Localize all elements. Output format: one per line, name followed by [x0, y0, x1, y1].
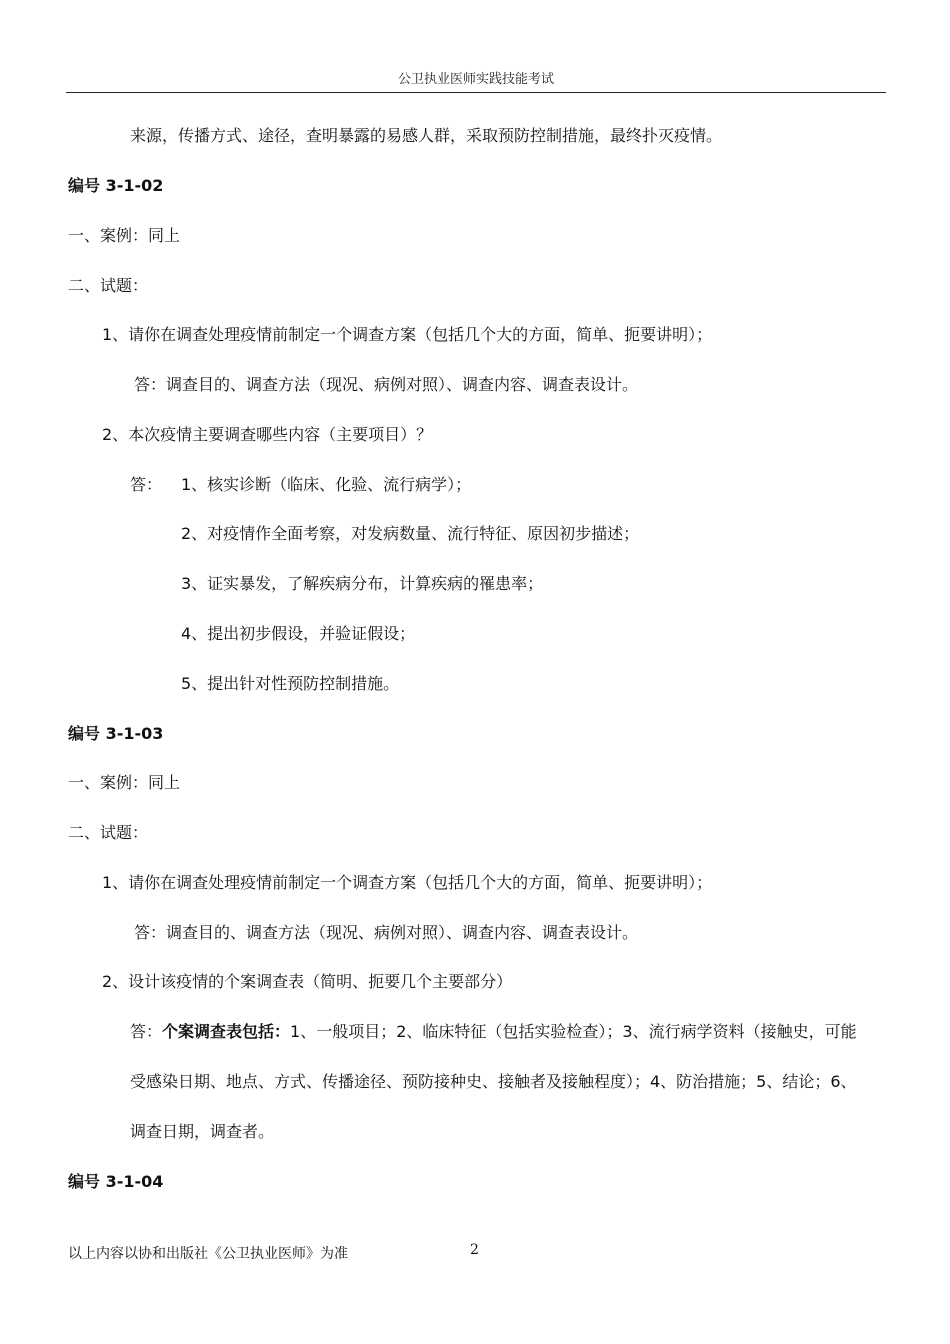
- answer-2-line-1: [130, 1021, 857, 1043]
- case-line: 一、案例：同上: [68, 226, 181, 245]
- answer-2-line-1-text: 1、一般项目；2、临床特征（包括实验检查）；3、流行病学资料（接触史，可能: [290, 1022, 857, 1041]
- question-2: 2、本次疫情主要调查哪些内容（主要项目）？: [102, 425, 433, 444]
- answer-2-item: 3、证实暴发，了解疾病分布，计算疾病的罹患率；: [181, 574, 544, 593]
- page-number: 2: [470, 1242, 479, 1258]
- answer-2-item: 4、提出初步假设，并验证假设；: [181, 624, 416, 643]
- question-2: 2、设计该疫情的个案调查表（简明、扼要几个主要部分）: [102, 972, 513, 991]
- intro-paragraph: 来源，传播方式、途径，查明暴露的易感人群，采取预防控制措施，最终扑灭疫情。: [130, 126, 723, 145]
- answer-2-item: 1、核实诊断（临床、化验、流行病学）；: [181, 475, 472, 494]
- answer-2-line-2: 受感染日期、地点、方式、传播途径、预防接种史、接触者及接触程度）；4、防治措施；5、结论；6、: [130, 1072, 857, 1091]
- section-id-3-1-02: 编号 3-1-02: [68, 176, 164, 195]
- page-header-title: 公卫执业医师实践技能考试: [397, 72, 554, 87]
- section-id-3-1-03: 编号 3-1-03: [68, 724, 164, 743]
- answer-1: 答：调查目的、调查方法（现况、病例对照）、调查内容、调查表设计。: [134, 375, 639, 394]
- question-1: 1、请你在调查处理疫情前制定一个调查方案（包括几个大的方面，简单、扼要讲明）；: [102, 325, 713, 344]
- answer-2-prefix: 答：: [130, 475, 163, 494]
- questions-label: 二、试题：: [68, 823, 149, 842]
- questions-label: 二、试题：: [68, 276, 149, 295]
- case-line: 一、案例：同上: [68, 773, 181, 792]
- answer-2-prefix: 答：: [130, 1022, 163, 1041]
- section-id-3-1-04: 编号 3-1-04: [68, 1172, 164, 1191]
- answer-2-bold-label: 个案调查表包括：: [162, 1022, 291, 1041]
- footer-note: 以上内容以协和出版社《公卫执业医师》为准: [68, 1246, 348, 1262]
- answer-2-item: 2、对疫情作全面考察，对发病数量、流行特征、原因初步描述；: [181, 524, 640, 543]
- answer-1: 答：调查目的、调查方法（现况、病例对照）、调查内容、调查表设计。: [134, 923, 639, 942]
- answer-2-item: 5、提出针对性预防控制措施。: [181, 674, 400, 693]
- question-1: 1、请你在调查处理疫情前制定一个调查方案（包括几个大的方面，简单、扼要讲明）；: [102, 873, 713, 892]
- header-rule: [66, 92, 886, 93]
- answer-2-line-3: 调查日期，调查者。: [130, 1122, 275, 1141]
